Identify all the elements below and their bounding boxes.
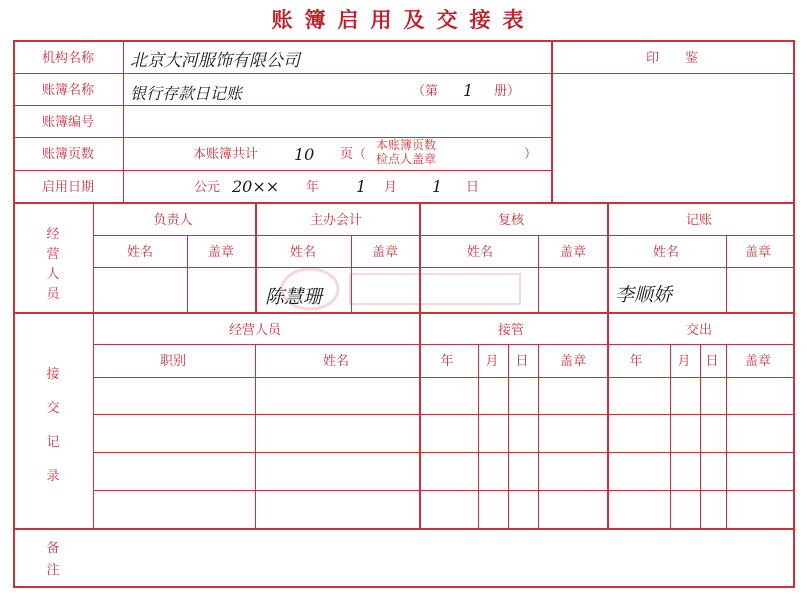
handout-month-header: 月 [677,354,691,369]
handover-name-header: 姓名 [322,354,350,369]
start-date-label: 启用日期 [41,180,95,195]
bookkeeper-signature: 李顺娇 [615,284,673,306]
handout-day-header: 日 [705,354,719,369]
group-chief-accountant: 主办会计 [309,213,363,228]
date-prefix: 公元 [194,180,221,195]
form-frame [13,40,795,588]
remarks-side-label: 备 注 [46,541,60,578]
month-value: 1 [356,177,367,196]
book-number-label: 账簿编号 [41,115,95,130]
day-value: 1 [432,177,443,196]
handout-seal-header: 盖章 [744,354,772,369]
pages-note-line2: 检点人盖章 [376,152,437,166]
book-name-label: 账簿名称 [41,83,95,98]
volume-prefix: （第 [412,84,439,99]
operators-header: 经营人员 [228,323,282,338]
receive-seal-header: 盖章 [559,354,587,369]
book-name-value: 银行存款日记账 [130,84,243,103]
position-header: 职别 [159,354,187,369]
staff-name-header: 姓名 [466,245,494,260]
pages-close: ） [524,147,538,162]
group-head: 负责人 [153,213,193,228]
month-unit: 月 [384,180,398,195]
pages-unit: 页（ [340,147,367,162]
pages-note-line1: 本账簿页数 [376,138,437,152]
staff-name-header: 姓名 [126,245,154,260]
year-unit: 年 [306,180,320,195]
page-count-label: 账簿页数 [41,147,95,162]
form-title: 账簿启用及交接表 [271,7,536,32]
org-name-label: 机构名称 [41,51,95,66]
handout-header: 交出 [685,323,713,338]
pages-prefix: 本账簿共计 [193,147,259,162]
staff-seal-header: 盖章 [371,245,399,260]
staff-name-header: 姓名 [652,245,680,260]
pages-value: 10 [294,145,315,164]
receive-day-header: 日 [515,354,529,369]
group-reviewer: 复核 [497,213,525,228]
seal-area-label: 印 鉴 [645,51,699,66]
chief-accountant-signature: 陈慧珊 [265,286,323,308]
handout-year-header: 年 [629,354,643,369]
volume-suffix: 册） [494,84,521,99]
staff-side-label: 经 营 人 员 [46,227,60,302]
handover-side-label: 接 交 记 录 [46,367,60,484]
receive-month-header: 月 [485,354,499,369]
staff-seal-header: 盖章 [744,245,772,260]
year-value: 20×× [232,177,280,196]
staff-name-header: 姓名 [289,245,317,260]
receive-year-header: 年 [440,354,454,369]
org-name-value: 北京大河服饰有限公司 [130,51,300,71]
receive-header: 接管 [497,323,525,338]
day-unit: 日 [466,180,480,195]
staff-seal-header: 盖章 [207,245,235,260]
staff-seal-header: 盖章 [559,245,587,260]
group-bookkeeper: 记账 [685,213,713,228]
volume-value: 1 [463,81,474,100]
